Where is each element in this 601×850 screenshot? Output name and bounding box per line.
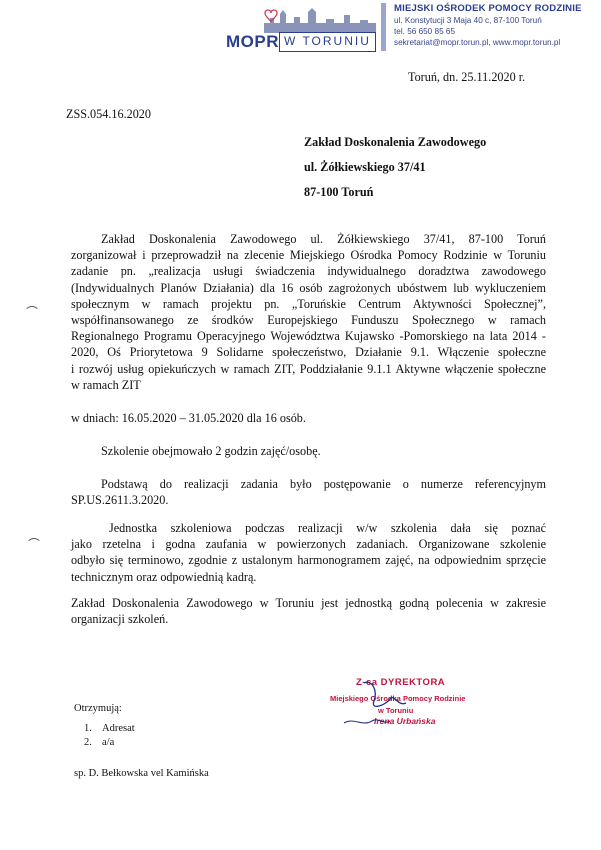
logo-city: W TORUNIU [279,32,376,52]
main-paragraph [71,231,546,393]
list-item: 2. a/a [84,737,115,748]
stamp-city: w Toruniu [378,706,414,715]
signature-stamp [328,677,478,737]
training-hours: Szkolenie obejmowało 2 godzin zajęć/osobę. [101,444,321,458]
distribution-list [84,722,135,750]
recipient-street: ul. Żółkiewskiego 37/41 [304,160,426,174]
distribution-label: Otrzymują: [74,703,122,714]
org-phone: tel. 56 650 85 65 [394,27,456,36]
reference-number: ZSS.054.16.2020 [66,107,151,121]
mopr-logo [226,8,376,52]
org-address: ul. Konstytucji 3 Maja 40 c, 87-100 Toruń [394,16,542,25]
basis-paragraph [71,476,546,508]
paragraph-line: Zakład Doskonalenia Zawodowego w Toruniu jest jednostką godną polecenia w zakresie [71,596,546,610]
stamp-title: Z-ca DYREKTORA [356,677,446,688]
stamp-org: Miejskiego Ośrodka Pomocy Rodzinie [330,694,466,703]
prepared-by: sp. D. Bełkowska vel Kamińska [74,768,209,779]
paragraph-line: i rozwój usług opiekuńczych w ramach ZIT, Poddziałanie 9.1.1 Aktywne włączenie społeczne [71,361,546,376]
paragraph-line: technicznym oraz odpowiednią kadrą. [71,569,257,584]
paragraph-line: jako rzetelna i godna zaufania w powierzonych zadaniach. Organizowane szkolenie [71,537,546,552]
org-contact: sekretariat@mopr.torun.pl, www.mopr.torun.pl [394,38,561,47]
punch-hole [26,538,42,554]
handwritten-signature-icon [328,677,478,737]
city-skyline-icon [264,8,376,33]
letterhead-divider [381,3,386,51]
paragraph-line: Jednostka szkoleniowa podczas realizacji w/w szkolenia dała się poznać [109,521,546,535]
training-dates: w dniach: 16.05.2020 – 31.05.2020 dla 16 osób. [71,411,306,425]
paragraph-line: odbyło się terminowo, zgodnie z ustalonym harmonogramem zajęć, na odpowiednim sprzęcie [71,553,546,568]
place-date: Toruń, dn. 25.11.2020 r. [408,70,526,84]
paragraph-line: Regionalnego Programu Operacyjnego Województwa Kujawsko -Pomorskiego na lata 2014 - [71,329,546,344]
evaluation-paragraph [71,520,546,585]
paragraph-line: współfinansowanego ze środków Europejskiego Funduszu Społecznego w ramach [71,313,546,328]
logo-text: MOPR [226,32,279,51]
paragraph-line: Podstawą do realizacji zadania było postępowanie o numerze referencyjnym [101,477,546,491]
paragraph-line: (Indywidualnych Planów Działania) dla 16 osób zagrożonych ubóstwem lub wykluczeniem [71,280,546,295]
paragraph-line: organizacji szkoleń. [71,612,169,627]
paragraph-line: społecznym w ramach projektu pn. „Toruńskie Centrum Aktywności Społecznej”, [71,296,546,311]
paragraph-line: Zakład Doskonalenia Zawodowego ul. Żółkiewskiego 37/41, 87-100 Toruń [101,232,546,246]
paragraph-line: 2020, Oś Priorytetowa 9 Solidarne społeczeństwo, Działanie 9.1. Włączenie społeczne [71,345,546,360]
closing-paragraph [71,595,546,627]
paragraph-line: SP.US.2611.3.2020. [71,493,169,508]
paragraph-line: zadanie pn. „realizacja usługi świadczenia indywidualnego doradztwa zawodowego [71,264,546,279]
org-name: MIEJSKI OŚRODEK POMOCY RODZINIE [394,3,582,14]
list-item: 1. Adresat [84,723,135,734]
recipient-city: 87-100 Toruń [304,185,374,199]
punch-hole [24,306,40,322]
paragraph-line: w ramach ZIT [71,377,141,392]
recipient-name: Zakład Doskonalenia Zawodowego [304,135,487,149]
stamp-name: Irena Urbańska [374,716,436,726]
paragraph-line: zorganizował i przeprowadził na zlecenie Miejskiego Ośrodka Pomocy Rodzinie w Toruniu [71,248,546,263]
